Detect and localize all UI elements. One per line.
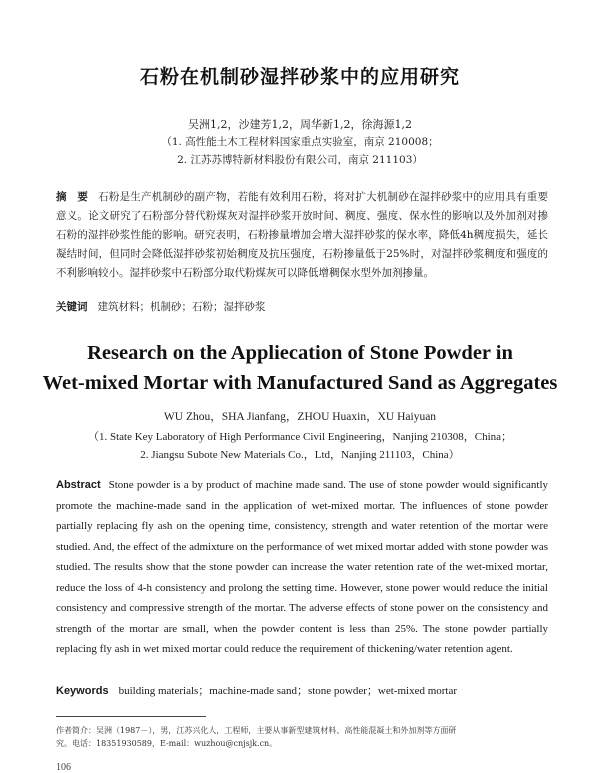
english-keywords <box>56 682 548 698</box>
english-keywords-label: Keywords <box>56 685 109 697</box>
chinese-affiliation-1: （1. 高性能土木工程材料国家重点实验室，南京 210008； <box>161 136 439 148</box>
english-affiliation-2: 2. Jiangsu Subote New Materials Co.，Ltd，Nanjing 211103，China） <box>140 449 460 461</box>
footnote-divider <box>56 716 206 717</box>
author-footnote <box>56 724 556 750</box>
english-abstract-text: Stone powder is a by product of machine made sand. The use of stone powder would significantly promote the machine-made sand in the application of wet-mixed mortar. The influences of stone powder partially replacing fly ash on the opening time, consistency, strength and water retention of the mortar were studied. And, the effect of the admixture on the performance of wet mixed mortar added with stone powder was studied. The results show that the stone powder can increase the water retention rate of the wet-mixed mortar, reduce the loss of 4-h consistency and prolong the setting time. However, stone power would reduce the initial consistency and compressive strength of the mortar. The adverse effects of stone power on the consistency and strength of the mortar are small, when the powder content is less than 25%. The stone powder partially replacing fly ash in wet mixed mortar could reduce the requirement of thickening/water retention agent. <box>56 479 548 655</box>
english-title <box>0 338 600 398</box>
footnote-line-2: 究。电话：18351930589，E-mail：wuzhou@cnjsjk.cn。 <box>56 739 278 748</box>
english-affiliation-1: （1. State Key Laboratory of High Performance Civil Engineering，Nanjing 210308，China； <box>87 431 513 443</box>
english-abstract-label: Abstract <box>56 479 101 491</box>
english-keywords-text: building materials；machine-made sand；stone powder；wet-mixed mortar <box>118 685 458 697</box>
english-title-line-2: Wet-mixed Mortar with Manufactured Sand as Aggregates <box>42 372 558 394</box>
footnote-line-1: 作者简介：吴洲（1987－），男，江苏兴化人，工程师，主要从事新型建筑材料、高性能混凝土和外加剂等方面研 <box>56 726 457 735</box>
chinese-keywords <box>56 299 548 314</box>
english-title-line-1: Research on the Appliecation of Stone Powder in <box>87 342 513 364</box>
chinese-abstract <box>56 188 548 283</box>
chinese-authors: 吴洲1,2，沙建芳1,2，周华新1,2，徐海源1,2 <box>188 118 412 131</box>
english-authors: WU Zhou，SHA Jianfang，ZHOU Huaxin，XU Haiyuan <box>163 411 437 423</box>
chinese-keywords-text: 建筑材料；机制砂；石粉；湿拌砂浆 <box>97 301 266 313</box>
chinese-abstract-label: 摘 要 <box>56 191 89 203</box>
chinese-keywords-label: 关键词 <box>56 301 88 313</box>
chinese-affiliation-2: 2. 江苏苏博特新材料股份有限公司，南京 211103） <box>177 154 423 166</box>
chinese-title: 石粉在机制砂湿拌砂浆中的应用研究 <box>139 66 460 88</box>
page-number: 106 <box>56 762 71 773</box>
chinese-abstract-text: 石粉是生产机制砂的副产物，若能有效利用石粉，将对扩大机制砂在湿拌砂浆中的应用具有重要意义。论文研究了石粉部分替代粉煤灰对湿拌砂浆开放时间、稠度、强度、保水性的影响以及外加剂对掺石粉的湿拌砂浆性能的影响。研究表明，石粉掺量增加会增大湿拌砂浆的保水率，降低4h稠度损失，延长凝结时间，但同时会降低湿拌砂浆初始稠度及抗压强度，石粉掺量低于25%时，对湿拌砂浆稠度和强度的不利影响较小。湿拌砂浆中石粉部分取代粉煤灰可以降低增稠保水型外加剂掺量。 <box>56 191 549 279</box>
english-abstract <box>56 475 548 660</box>
